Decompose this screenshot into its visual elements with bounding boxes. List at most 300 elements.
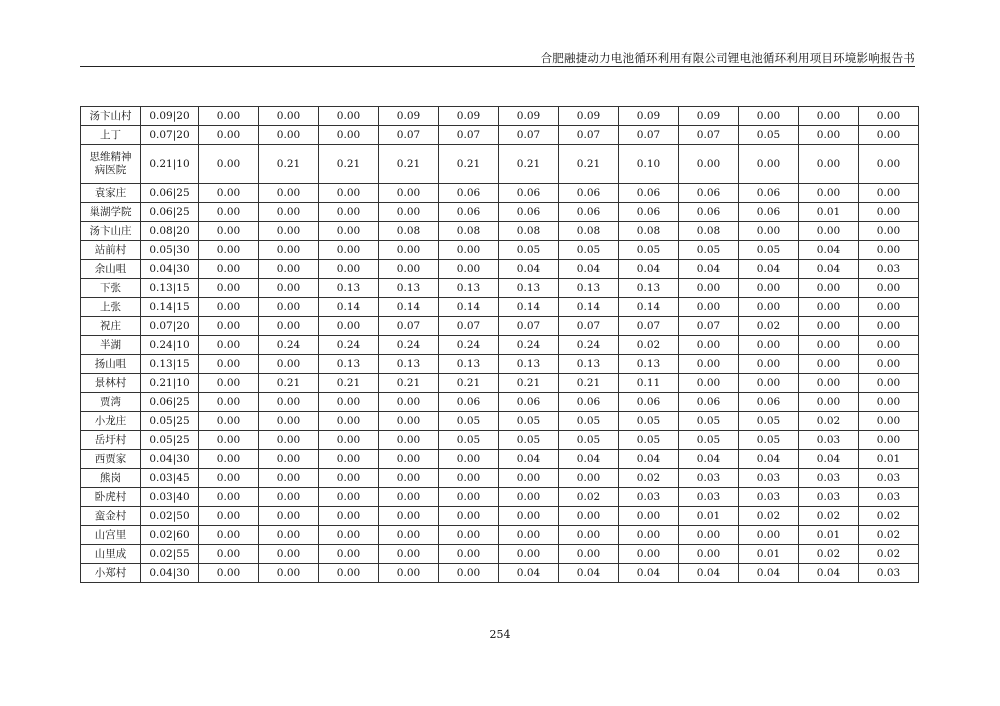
value-cell: 0.06 [679, 184, 739, 203]
value-cell: 0.21 [559, 374, 619, 393]
max-value-distance-cell: 0.02|55 [141, 545, 199, 564]
value-cell: 0.00 [739, 298, 799, 317]
table-row [81, 355, 919, 374]
value-cell: 0.00 [799, 393, 859, 412]
value-cell: 0.00 [259, 469, 319, 488]
value-cell: 0.04 [799, 564, 859, 583]
value-cell: 0.00 [499, 507, 559, 526]
value-cell: 0.04 [619, 450, 679, 469]
value-cell: 0.13 [379, 279, 439, 298]
value-cell: 0.06 [499, 203, 559, 222]
value-cell: 0.00 [439, 469, 499, 488]
value-cell: 0.00 [259, 203, 319, 222]
max-value-distance-cell: 0.13|15 [141, 279, 199, 298]
value-cell: 0.00 [199, 126, 259, 145]
value-cell: 0.21 [559, 145, 619, 184]
value-cell: 0.00 [259, 488, 319, 507]
value-cell: 0.05 [739, 241, 799, 260]
value-cell: 0.00 [679, 336, 739, 355]
value-cell: 0.09 [559, 107, 619, 126]
value-cell: 0.04 [619, 260, 679, 279]
table-row [81, 336, 919, 355]
value-cell: 0.05 [679, 431, 739, 450]
max-value-distance-cell: 0.04|30 [141, 450, 199, 469]
table-row [81, 317, 919, 336]
max-value-distance-cell: 0.14|15 [141, 298, 199, 317]
value-cell: 0.21 [319, 145, 379, 184]
max-value-distance-cell: 0.03|45 [141, 469, 199, 488]
value-cell: 0.06 [439, 184, 499, 203]
location-name-cell: 山宫里 [81, 526, 141, 545]
value-cell: 0.00 [439, 488, 499, 507]
value-cell: 0.00 [259, 507, 319, 526]
value-cell: 0.04 [499, 260, 559, 279]
value-cell: 0.00 [379, 450, 439, 469]
value-cell: 0.00 [259, 450, 319, 469]
table-row [81, 145, 919, 184]
table-row [81, 431, 919, 450]
value-cell: 0.14 [379, 298, 439, 317]
location-name-cell: 汤卞山庄 [81, 222, 141, 241]
value-cell: 0.05 [499, 431, 559, 450]
value-cell: 0.06 [739, 393, 799, 412]
value-cell: 0.00 [259, 355, 319, 374]
value-cell: 0.04 [739, 260, 799, 279]
value-cell: 0.03 [859, 469, 919, 488]
value-cell: 0.00 [859, 222, 919, 241]
value-cell: 0.00 [559, 526, 619, 545]
value-cell: 0.00 [859, 203, 919, 222]
value-cell: 0.00 [859, 393, 919, 412]
value-cell: 0.00 [379, 393, 439, 412]
max-value-distance-cell: 0.05|25 [141, 412, 199, 431]
value-cell: 0.00 [319, 412, 379, 431]
value-cell: 0.00 [799, 184, 859, 203]
table-row [81, 393, 919, 412]
value-cell: 0.21 [379, 374, 439, 393]
value-cell: 0.00 [379, 526, 439, 545]
report-title: 合肥融捷动力电池循环利用有限公司锂电池循环利用项目环境影响报告书 [540, 51, 915, 65]
value-cell: 0.00 [259, 241, 319, 260]
value-cell: 0.05 [679, 241, 739, 260]
value-cell: 0.21 [439, 145, 499, 184]
value-cell: 0.03 [799, 431, 859, 450]
value-cell: 0.14 [619, 298, 679, 317]
value-cell: 0.21 [499, 145, 559, 184]
value-cell: 0.02 [859, 507, 919, 526]
value-cell: 0.00 [199, 507, 259, 526]
value-cell: 0.00 [859, 374, 919, 393]
value-cell: 0.05 [739, 412, 799, 431]
value-cell: 0.00 [859, 145, 919, 184]
max-value-distance-cell: 0.04|30 [141, 260, 199, 279]
value-cell: 0.00 [259, 317, 319, 336]
value-cell: 0.00 [259, 260, 319, 279]
location-name-cell: 贾湾 [81, 393, 141, 412]
value-cell: 0.13 [619, 279, 679, 298]
value-cell: 0.00 [859, 412, 919, 431]
value-cell: 0.00 [319, 545, 379, 564]
value-cell: 0.00 [319, 241, 379, 260]
value-cell: 0.01 [679, 507, 739, 526]
table-row [81, 412, 919, 431]
value-cell: 0.00 [739, 279, 799, 298]
value-cell: 0.06 [439, 393, 499, 412]
value-cell: 0.00 [319, 260, 379, 279]
value-cell: 0.00 [199, 431, 259, 450]
value-cell: 0.07 [559, 317, 619, 336]
value-cell: 0.05 [439, 412, 499, 431]
value-cell: 0.00 [679, 545, 739, 564]
value-cell: 0.02 [799, 545, 859, 564]
value-cell: 0.00 [799, 374, 859, 393]
value-cell: 0.00 [199, 222, 259, 241]
value-cell: 0.06 [499, 393, 559, 412]
value-cell: 0.13 [619, 355, 679, 374]
value-cell: 0.00 [799, 126, 859, 145]
value-cell: 0.00 [199, 545, 259, 564]
value-cell: 0.04 [499, 450, 559, 469]
value-cell: 0.04 [619, 564, 679, 583]
value-cell: 0.00 [379, 545, 439, 564]
value-cell: 0.03 [679, 488, 739, 507]
value-cell: 0.02 [559, 488, 619, 507]
value-cell: 0.06 [679, 203, 739, 222]
value-cell: 0.00 [259, 298, 319, 317]
value-cell: 0.00 [319, 526, 379, 545]
value-cell: 0.00 [859, 355, 919, 374]
location-name-cell: 蛮金村 [81, 507, 141, 526]
value-cell: 0.00 [859, 336, 919, 355]
value-cell: 0.09 [679, 107, 739, 126]
value-cell: 0.00 [199, 241, 259, 260]
value-cell: 0.00 [199, 393, 259, 412]
location-name-cell: 上张 [81, 298, 141, 317]
location-name-cell: 巢湖学院 [81, 203, 141, 222]
value-cell: 0.00 [739, 355, 799, 374]
table-row [81, 126, 919, 145]
max-value-distance-cell: 0.07|20 [141, 317, 199, 336]
value-cell: 0.02 [799, 412, 859, 431]
value-cell: 0.00 [859, 184, 919, 203]
value-cell: 0.05 [559, 431, 619, 450]
value-cell: 0.09 [379, 107, 439, 126]
value-cell: 0.00 [799, 317, 859, 336]
value-cell: 0.00 [439, 507, 499, 526]
value-cell: 0.00 [799, 279, 859, 298]
value-cell: 0.21 [499, 374, 559, 393]
value-cell: 0.00 [199, 469, 259, 488]
location-name-cell: 思维精神病医院 [81, 145, 141, 184]
value-cell: 0.00 [319, 450, 379, 469]
value-cell: 0.00 [199, 145, 259, 184]
value-cell: 0.04 [499, 564, 559, 583]
value-cell: 0.08 [439, 222, 499, 241]
max-value-distance-cell: 0.13|15 [141, 355, 199, 374]
value-cell: 0.03 [799, 469, 859, 488]
value-cell: 0.24 [559, 336, 619, 355]
concentration-table [80, 106, 919, 583]
value-cell: 0.00 [739, 222, 799, 241]
value-cell: 0.08 [679, 222, 739, 241]
value-cell: 0.09 [619, 107, 679, 126]
value-cell: 0.00 [739, 374, 799, 393]
value-cell: 0.00 [259, 279, 319, 298]
value-cell: 0.00 [319, 488, 379, 507]
value-cell: 0.06 [619, 184, 679, 203]
table-row [81, 450, 919, 469]
value-cell: 0.00 [199, 260, 259, 279]
header-rule [80, 66, 915, 67]
value-cell: 0.13 [379, 355, 439, 374]
value-cell: 0.00 [259, 545, 319, 564]
value-cell: 0.00 [199, 488, 259, 507]
value-cell: 0.21 [319, 374, 379, 393]
location-name-cell: 站前村 [81, 241, 141, 260]
table-body [81, 107, 919, 583]
table-row [81, 184, 919, 203]
max-value-distance-cell: 0.24|10 [141, 336, 199, 355]
value-cell: 0.00 [319, 222, 379, 241]
value-cell: 0.14 [559, 298, 619, 317]
value-cell: 0.05 [439, 431, 499, 450]
max-value-distance-cell: 0.21|10 [141, 145, 199, 184]
max-value-distance-cell: 0.21|10 [141, 374, 199, 393]
value-cell: 0.00 [319, 469, 379, 488]
location-name-cell: 岳圩村 [81, 431, 141, 450]
value-cell: 0.04 [559, 450, 619, 469]
value-cell: 0.06 [499, 184, 559, 203]
value-cell: 0.00 [859, 241, 919, 260]
value-cell: 0.24 [319, 336, 379, 355]
value-cell: 0.00 [859, 107, 919, 126]
value-cell: 0.00 [259, 526, 319, 545]
value-cell: 0.07 [439, 317, 499, 336]
value-cell: 0.13 [559, 355, 619, 374]
value-cell: 0.13 [559, 279, 619, 298]
value-cell: 0.13 [439, 355, 499, 374]
max-value-distance-cell: 0.02|50 [141, 507, 199, 526]
value-cell: 0.07 [379, 126, 439, 145]
value-cell: 0.00 [379, 564, 439, 583]
value-cell: 0.00 [379, 469, 439, 488]
value-cell: 0.00 [259, 564, 319, 583]
max-value-distance-cell: 0.05|30 [141, 241, 199, 260]
location-name-cell: 袁家庄 [81, 184, 141, 203]
value-cell: 0.03 [799, 488, 859, 507]
value-cell: 0.00 [499, 469, 559, 488]
value-cell: 0.06 [619, 393, 679, 412]
value-cell: 0.05 [619, 241, 679, 260]
value-cell: 0.00 [499, 545, 559, 564]
value-cell: 0.06 [439, 203, 499, 222]
value-cell: 0.09 [439, 107, 499, 126]
value-cell: 0.03 [859, 564, 919, 583]
value-cell: 0.00 [379, 412, 439, 431]
value-cell: 0.03 [619, 488, 679, 507]
value-cell: 0.00 [679, 298, 739, 317]
value-cell: 0.14 [439, 298, 499, 317]
max-value-distance-cell: 0.05|25 [141, 431, 199, 450]
max-value-distance-cell: 0.02|60 [141, 526, 199, 545]
value-cell: 0.03 [679, 469, 739, 488]
value-cell: 0.08 [619, 222, 679, 241]
table-row [81, 507, 919, 526]
value-cell: 0.24 [379, 336, 439, 355]
value-cell: 0.24 [499, 336, 559, 355]
table-row [81, 298, 919, 317]
page-number: 254 [489, 628, 511, 641]
value-cell: 0.02 [619, 469, 679, 488]
location-name-cell: 上丁 [81, 126, 141, 145]
value-cell: 0.00 [859, 279, 919, 298]
value-cell: 0.05 [619, 412, 679, 431]
value-cell: 0.00 [679, 145, 739, 184]
value-cell: 0.00 [319, 107, 379, 126]
table-row [81, 107, 919, 126]
value-cell: 0.00 [799, 107, 859, 126]
value-cell: 0.00 [859, 126, 919, 145]
value-cell: 0.01 [799, 526, 859, 545]
value-cell: 0.06 [739, 203, 799, 222]
value-cell: 0.00 [199, 298, 259, 317]
value-cell: 0.04 [799, 241, 859, 260]
value-cell: 0.08 [379, 222, 439, 241]
value-cell: 0.00 [559, 507, 619, 526]
value-cell: 0.00 [439, 450, 499, 469]
value-cell: 0.00 [559, 469, 619, 488]
value-cell: 0.00 [259, 222, 319, 241]
value-cell: 0.00 [379, 241, 439, 260]
value-cell: 0.05 [499, 412, 559, 431]
value-cell: 0.00 [319, 126, 379, 145]
value-cell: 0.00 [259, 184, 319, 203]
value-cell: 0.09 [499, 107, 559, 126]
value-cell: 0.05 [739, 126, 799, 145]
value-cell: 0.00 [739, 107, 799, 126]
max-value-distance-cell: 0.06|25 [141, 203, 199, 222]
value-cell: 0.05 [619, 431, 679, 450]
value-cell: 0.00 [799, 355, 859, 374]
value-cell: 0.00 [199, 526, 259, 545]
value-cell: 0.00 [619, 526, 679, 545]
value-cell: 0.00 [679, 279, 739, 298]
location-name-cell: 熊岗 [81, 469, 141, 488]
value-cell: 0.00 [439, 260, 499, 279]
value-cell: 0.02 [739, 317, 799, 336]
value-cell: 0.00 [199, 317, 259, 336]
value-cell: 0.00 [499, 526, 559, 545]
value-cell: 0.00 [499, 488, 559, 507]
value-cell: 0.06 [739, 184, 799, 203]
table-row [81, 222, 919, 241]
max-value-distance-cell: 0.06|25 [141, 184, 199, 203]
value-cell: 0.00 [799, 336, 859, 355]
value-cell: 0.21 [379, 145, 439, 184]
value-cell: 0.03 [739, 469, 799, 488]
value-cell: 0.06 [679, 393, 739, 412]
value-cell: 0.07 [499, 317, 559, 336]
value-cell: 0.00 [199, 564, 259, 583]
value-cell: 0.05 [559, 412, 619, 431]
table-row [81, 564, 919, 583]
location-name-cell: 半湖 [81, 336, 141, 355]
value-cell: 0.07 [619, 317, 679, 336]
location-name-cell: 汤卞山村 [81, 107, 141, 126]
location-name-cell: 景林村 [81, 374, 141, 393]
value-cell: 0.00 [859, 431, 919, 450]
value-cell: 0.00 [319, 393, 379, 412]
location-name-cell: 西贾家 [81, 450, 141, 469]
value-cell: 0.08 [559, 222, 619, 241]
value-cell: 0.00 [319, 431, 379, 450]
value-cell: 0.00 [739, 336, 799, 355]
max-value-distance-cell: 0.03|40 [141, 488, 199, 507]
value-cell: 0.07 [559, 126, 619, 145]
value-cell: 0.00 [439, 545, 499, 564]
value-cell: 0.00 [739, 145, 799, 184]
value-cell: 0.00 [859, 298, 919, 317]
max-value-distance-cell: 0.08|20 [141, 222, 199, 241]
value-cell: 0.00 [679, 526, 739, 545]
value-cell: 0.00 [199, 184, 259, 203]
value-cell: 0.04 [679, 450, 739, 469]
value-cell: 0.00 [259, 431, 319, 450]
value-cell: 0.00 [619, 507, 679, 526]
value-cell: 0.02 [739, 507, 799, 526]
value-cell: 0.04 [739, 450, 799, 469]
value-cell: 0.04 [799, 450, 859, 469]
value-cell: 0.07 [499, 126, 559, 145]
value-cell: 0.02 [619, 336, 679, 355]
table-row [81, 488, 919, 507]
location-name-cell: 小郑村 [81, 564, 141, 583]
value-cell: 0.02 [859, 545, 919, 564]
table-row [81, 279, 919, 298]
value-cell: 0.21 [259, 374, 319, 393]
value-cell: 0.03 [739, 488, 799, 507]
value-cell: 0.04 [739, 564, 799, 583]
value-cell: 0.05 [679, 412, 739, 431]
value-cell: 0.06 [619, 203, 679, 222]
value-cell: 0.06 [559, 184, 619, 203]
table-row [81, 469, 919, 488]
value-cell: 0.14 [319, 298, 379, 317]
value-cell: 0.00 [679, 374, 739, 393]
value-cell: 0.04 [799, 260, 859, 279]
location-name-cell: 卧虎村 [81, 488, 141, 507]
value-cell: 0.00 [379, 184, 439, 203]
value-cell: 0.24 [259, 336, 319, 355]
value-cell: 0.00 [199, 450, 259, 469]
value-cell: 0.06 [559, 203, 619, 222]
value-cell: 0.04 [679, 260, 739, 279]
value-cell: 0.04 [559, 260, 619, 279]
value-cell: 0.01 [739, 545, 799, 564]
table-row [81, 526, 919, 545]
value-cell: 0.05 [559, 241, 619, 260]
value-cell: 0.00 [259, 126, 319, 145]
value-cell: 0.13 [319, 279, 379, 298]
value-cell: 0.07 [679, 126, 739, 145]
value-cell: 0.00 [799, 145, 859, 184]
location-name-cell: 余山咀 [81, 260, 141, 279]
value-cell: 0.13 [499, 279, 559, 298]
value-cell: 0.00 [379, 260, 439, 279]
value-cell: 0.02 [799, 507, 859, 526]
value-cell: 0.00 [319, 203, 379, 222]
value-cell: 0.14 [499, 298, 559, 317]
